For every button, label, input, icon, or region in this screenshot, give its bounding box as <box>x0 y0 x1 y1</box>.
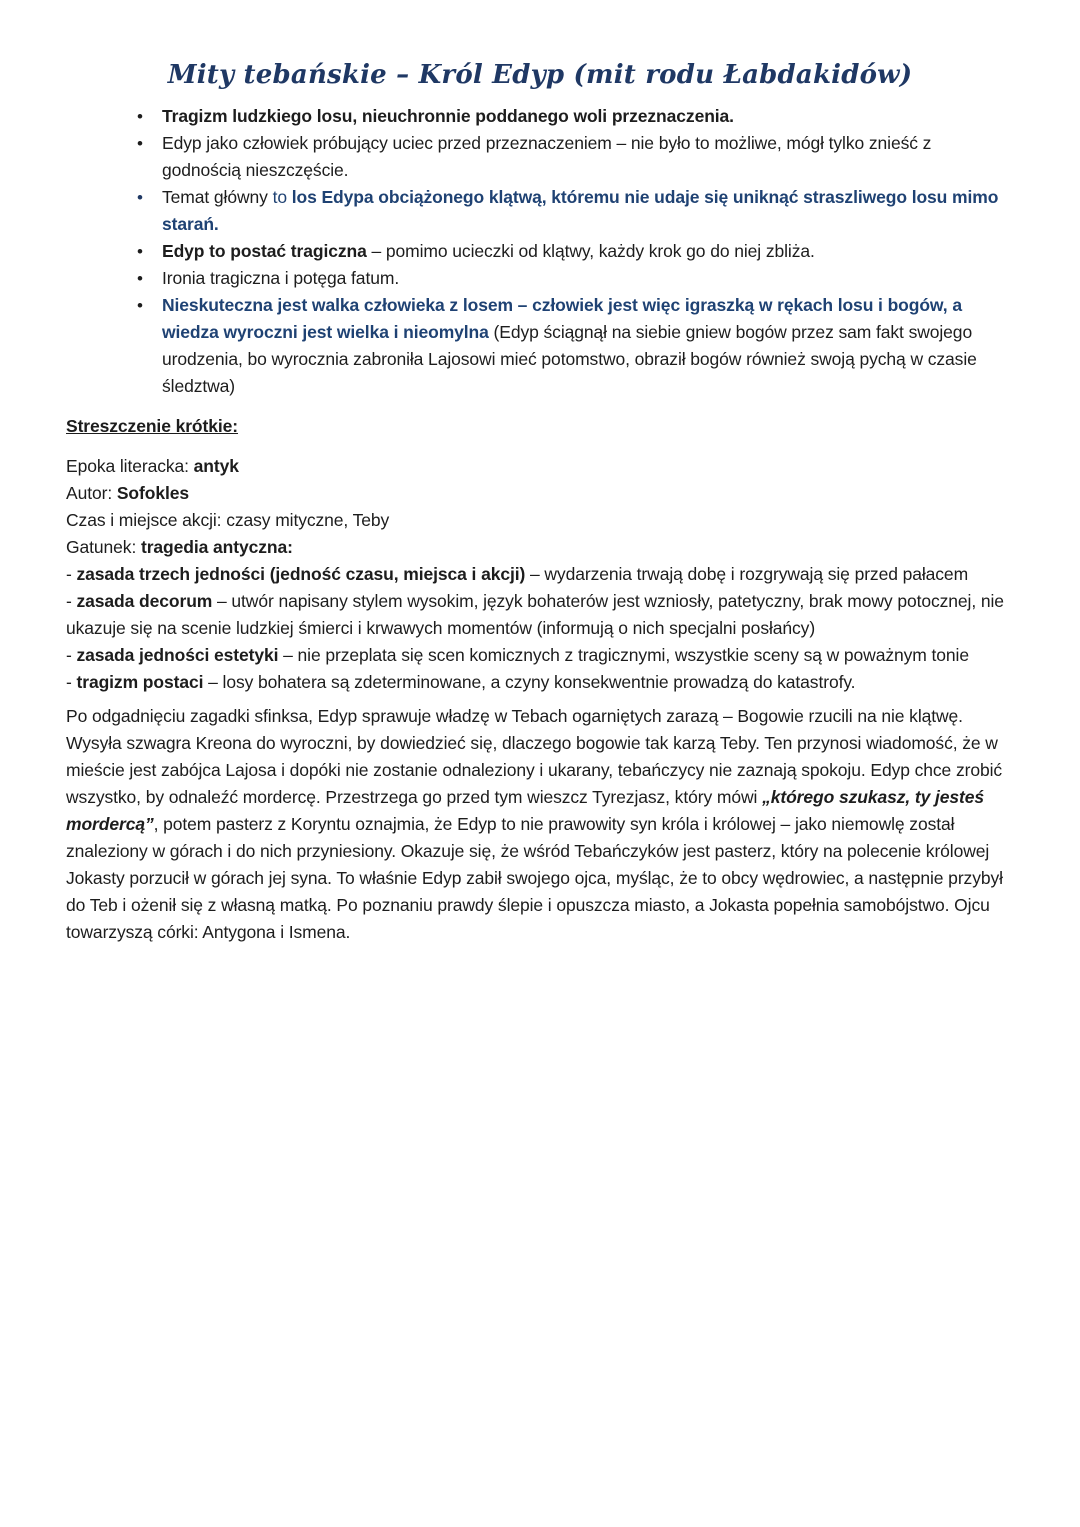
bullet-text <box>162 268 399 288</box>
text-segment: (Edyp ściągnął na siebie gniew bogów przez sam fakt swojego urodzenia, bo wyrocznia zabroniła Lajosowi mieć potomstwo, obraził bogów również swoją pychą w czasie śledztwa) <box>162 322 977 396</box>
text-segment: Sofokles <box>116 483 189 503</box>
text-segment: Epoka literacka: <box>66 456 194 476</box>
summary-meta-block <box>66 453 1014 696</box>
text-segment: zasada decorum <box>76 591 213 611</box>
bullet-marker-icon: • <box>137 134 143 153</box>
text-segment: „którego szukasz, ty jesteś mordercą” <box>66 787 985 834</box>
text-segment: Czas i miejsce akcji: czasy mityczne, Teby <box>66 510 390 530</box>
text-segment: - <box>66 591 77 611</box>
section-heading-text: Streszczenie krótkie: <box>66 416 239 436</box>
meta-line <box>66 507 1014 534</box>
bullet-text <box>162 133 931 180</box>
section-heading <box>66 413 1014 440</box>
bullet-item <box>66 103 1014 130</box>
text-segment: Autor: <box>66 483 117 503</box>
text-segment: tragedia antyczna: <box>140 537 293 557</box>
text-segment: Ironia tragiczna i potęga fatum. <box>162 268 400 288</box>
meta-line <box>66 480 1014 507</box>
bullet-marker-icon: • <box>137 269 143 288</box>
text-segment: – wydarzenia trwają dobę i rozgrywają się przed pałacem <box>525 564 969 584</box>
bullet-item <box>66 292 1014 400</box>
bullet-marker-icon: • <box>137 188 143 207</box>
bullet-text <box>162 106 734 126</box>
bullet-marker-icon: • <box>137 107 143 126</box>
text-segment: Edyp to postać tragiczna <box>162 241 367 261</box>
text-segment: - <box>66 672 77 692</box>
bullet-item <box>66 184 1014 238</box>
text-segment: – nie przeplata się scen komicznych z tragicznymi, wszystkie sceny są w poważnym tonie <box>278 645 969 665</box>
text-segment: los Edypa obciążonego klątwą, któremu nie udaje się uniknąć straszliwego losu mimo starań. <box>162 187 999 234</box>
text-segment: – losy bohatera są zdeterminowane, a czyny konsekwentnie prowadzą do katastrofy. <box>203 672 856 692</box>
meta-line <box>66 642 1014 669</box>
page-title: Mity tebańskie – Król Edyp (mit rodu Łabdakidów) <box>167 60 913 90</box>
text-segment: - <box>66 564 77 584</box>
bullet-text <box>162 295 977 396</box>
summary-paragraph <box>66 703 1014 946</box>
text-segment: Temat główny <box>162 187 273 207</box>
meta-line <box>66 453 1014 480</box>
bullet-marker-icon: • <box>137 296 143 315</box>
meta-line <box>66 561 1014 588</box>
text-segment: zasada trzech jedności (jedność czasu, miejsca i akcji) <box>76 564 526 584</box>
bullet-item <box>66 265 1014 292</box>
text-segment: – utwór napisany stylem wysokim, język bohaterów jest wzniosły, patetyczny, brak mowy potocznej, nie ukazuje się na scenie ludzkiej śmierci i krwawych momentów (informują o nich specjalni posłańcy) <box>66 591 1004 638</box>
text-segment: tragizm postaci <box>76 672 204 692</box>
text-segment: Po odgadnięciu zagadki sfinksa, Edyp sprawuje władzę w Tebach ogarniętych zarazą – Bogowie rzucili na nie klątwę. Wysyła szwagra Kreona do wyroczni, by dowiedzieć się, dlaczego bogowie tak karzą Teby. Ten przynosi wiadomość, że w mieście jest zabójca Lajosa i dopóki nie zostanie odnaleziony i ukarany, tebańczycy nie zaznają spokoju. Edyp chce zrobić wszystko, by odnaleźć mordercę. Przestrzega go przed tym wieszcz Tyrezjasz, który mówi <box>66 706 1003 807</box>
text-segment: antyk <box>193 456 239 476</box>
text-segment: , potem pasterz z Koryntu oznajmia, że Edyp to nie prawowity syn króla i królowej – jako niemowlę został znaleziony w górach i do nich przyniesiony. Okazuje się, że wśród Tebańczyków jest pasterz, który na polecenie królowej Jokasty porzucił w górach jej syna. To właśnie Edyp zabił swojego ojca, myśląc, że to obcy wędrowiec, a następnie przybył do Teb i ożenił się z własną matką. Po poznaniu prawdy ślepie i opuszcza miasto, a Jokasta popełnia samobójstwo. Ojcu towarzyszą córki: Antygona i Ismena. <box>66 814 1003 942</box>
text-segment: zasada jedności estetyki <box>76 645 279 665</box>
text-segment: – pomimo ucieczki od klątwy, każdy krok go do niej zbliża. <box>366 241 815 261</box>
bullet-marker-icon: • <box>137 242 143 261</box>
bullet-text <box>162 241 815 261</box>
text-segment: to <box>272 187 292 207</box>
text-segment: Edyp jako człowiek próbujący uciec przed przeznaczeniem – nie było to możliwe, mógł tylko znieść z godnością nieszczęście. <box>162 133 932 180</box>
bullet-text <box>162 187 998 234</box>
bullet-item <box>66 238 1014 265</box>
bullet-item <box>66 130 1014 184</box>
bullet-list <box>66 103 1014 400</box>
meta-line <box>66 669 1014 696</box>
text-segment: - <box>66 645 77 665</box>
meta-line <box>66 588 1014 642</box>
text-segment: Gatunek: <box>66 537 141 557</box>
text-segment: Nieskuteczna jest walka człowieka z losem – człowiek jest więc igraszką w rękach losu i bogów, a wiedza wyroczni jest wielka i nieomylna <box>162 295 962 342</box>
text-segment: Tragizm ludzkiego losu, nieuchronnie poddanego woli przeznaczenia. <box>162 106 734 126</box>
meta-line <box>66 534 1014 561</box>
